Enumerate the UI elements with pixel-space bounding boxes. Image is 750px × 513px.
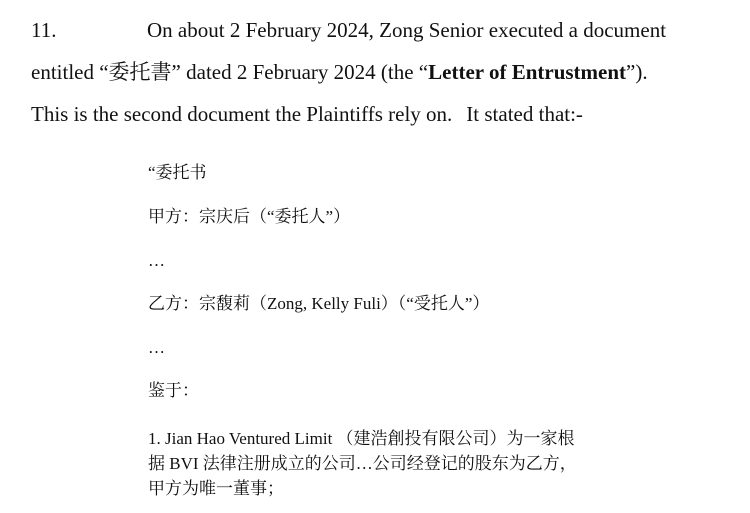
- quote-party-b: 乙方：宗馥莉（Zong, Kelly Fuli）（“受托人”）: [148, 294, 490, 313]
- paragraph-line-1: [31, 17, 666, 43]
- paragraph-line-3-a: This is the second document the Plaintiffs rely on.: [31, 102, 453, 126]
- quote-title: “委托书: [148, 163, 207, 182]
- quote-whereas: 鉴于：: [148, 381, 199, 400]
- paragraph-line-2: [31, 59, 648, 85]
- quote-ellipsis-2: …: [148, 338, 166, 357]
- quote-item-1-line-3: 甲方为唯一董事；: [148, 479, 284, 498]
- quote-ellipsis-1: …: [148, 251, 166, 270]
- paragraph-line-1-text: On about 2 February 2024, Zong Senior executed a document: [147, 18, 667, 42]
- quote-item-1-line-1: 1. Jian Hao Ventured Limit （建浩創投有限公司）为一家根: [148, 429, 575, 448]
- paragraph-line-2-post: ”).: [626, 60, 648, 84]
- quote-item-1-line-2: 据 BVI 法律注册成立的公司…公司经登记的股东为乙方，: [148, 454, 577, 473]
- quote-party-a: 甲方：宗庆后（“委托人”）: [148, 207, 351, 226]
- paragraph-line-2-pre: entitled “委托書” dated 2 February 2024 (the “: [31, 60, 429, 84]
- defined-term-letter-of-entrustment: Letter of Entrustment: [428, 60, 627, 84]
- paragraph-number: 11.: [31, 18, 57, 42]
- paragraph-line-3-b: It stated that:-: [466, 102, 583, 126]
- paragraph-line-3: [31, 101, 583, 127]
